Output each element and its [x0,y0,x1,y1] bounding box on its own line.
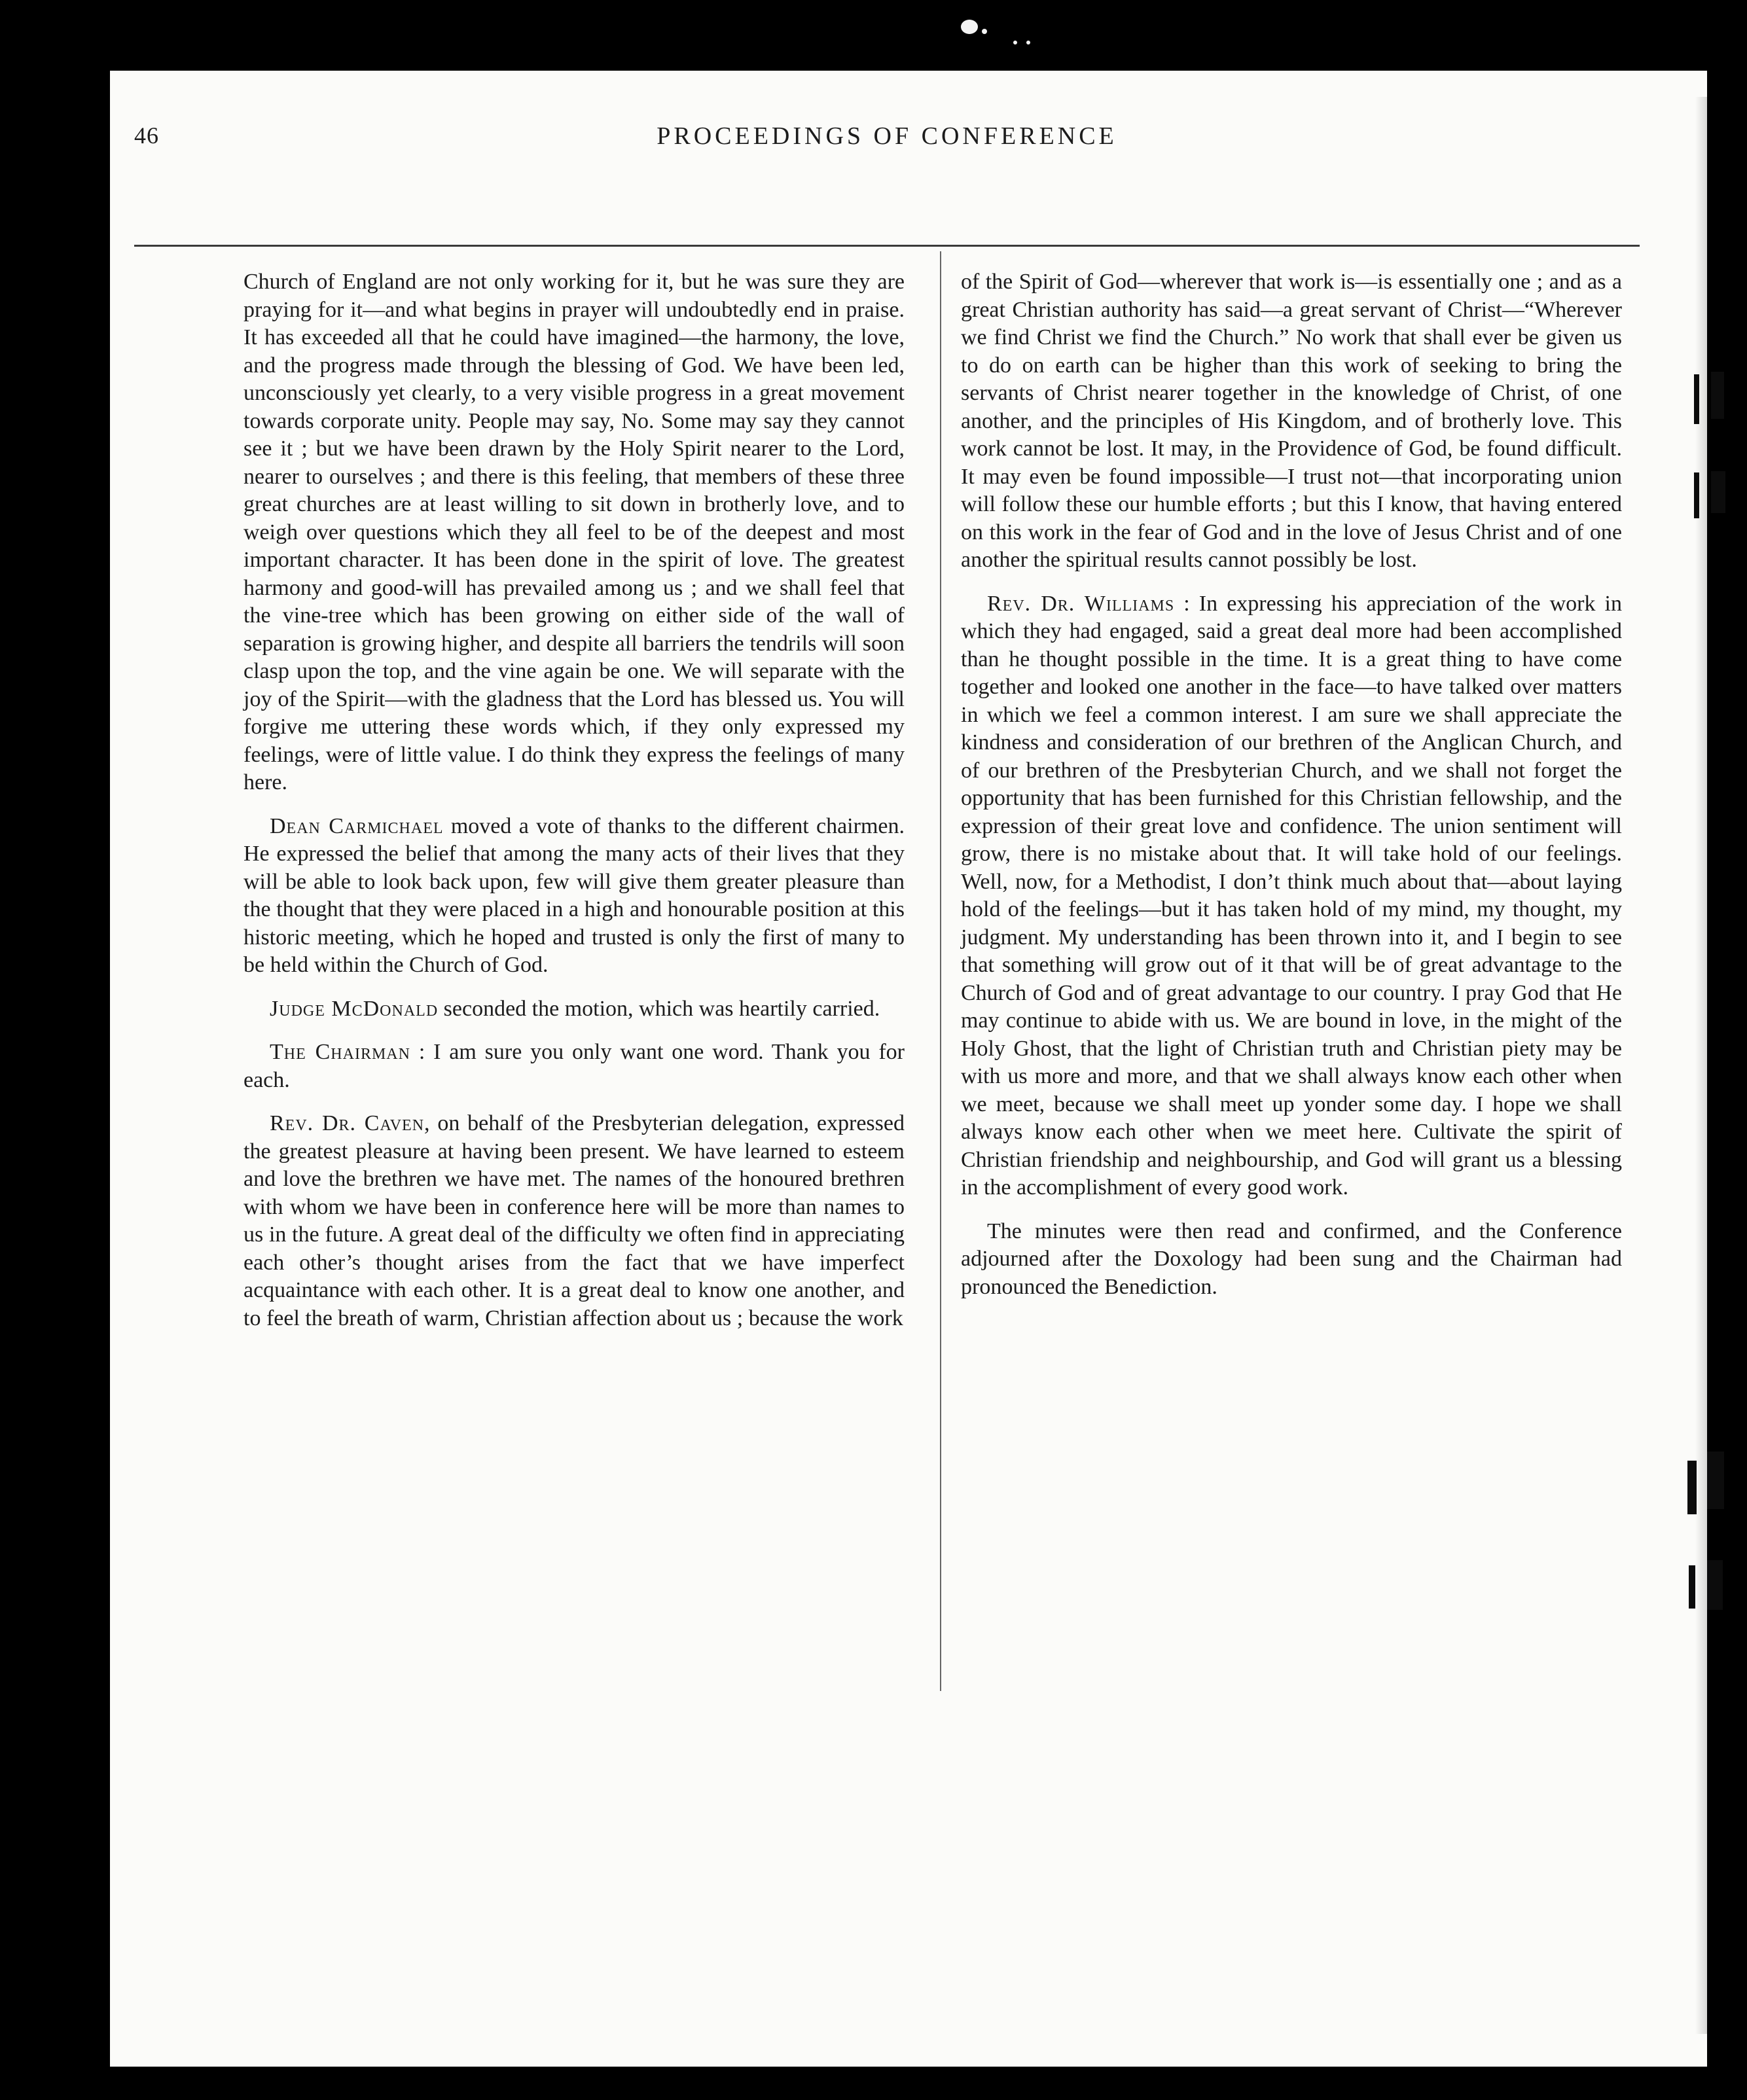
paragraph [243,1039,905,1094]
header-rule [134,245,1640,247]
paragraph-text: : In expressing his appreciation of the work in which they had engaged, said a great deal more had been accomplished than he thought possible in the time. It is a great thing to have come together and looked one another in the face—to have talked over matters in which we feel a common interest. I am sure we shall appreciate the kindness and consideration of our brethren of the Anglican Church, and of our brethren of the Presbyterian Church, and we shall not forget the opportunity that has been furnished for this Christian fellowship, and the expression of their great love and confidence. The union sentiment will grow, there is no mistake about that. It will take hold of our feelings. Well, now, for a Methodist, I don’t think much about that—about laying hold of the feelings—but it has taken hold of my mind, my thought, my judgment. My understanding has been thrown into it, and I begin to see that something will grow out of it that will be of great advantage to the Church of God and of great advantage to our country. I pray God that He may continue to abide with us. We are bound in love, in the might of the Holy Ghost, that the light of Christian truth and Christian piety may be with us more and more, and that we shall always know each other when we meet, because we shall meet up yonder some day. I hope we shall always know each other when we meet here. Cultivate the spirit of Christian friendship and neighbourship, and God will grant us a blessing in the accomplishment of every good work. [961,591,1622,1200]
scan-speck [1026,41,1030,44]
paragraph: of the Spirit of God—wherever that work is—is essentially one ; and as a great Christian authority has said—a great servant of Christ—“Wherever we find Christ we find the Church.” No work that shall ever be given us to do on earth can be higher than this work of seeking to bring the servants of Christ nearer together in the knowledge of Christ, of one another, and the principles of His Kingdom, and of brotherly love. This work cannot be lost. It may, in the Providence of God, be found difficult. It may even be found impossible—I trust not—that incorporating union will follow these our humble efforts ; but this I know, that having entered on this work in the fear of God and in the love of Jesus Christ and of one another the spiritual results cannot possibly be lost. [961,270,1622,572]
edge-mark [1694,374,1699,424]
speaker-name: Rev. Dr. Caven [270,1111,425,1135]
speaker-name: The Chairman [270,1040,410,1064]
paragraph-text: , on behalf of the Presbyterian delegation, expressed the greatest pleasure at having been present. We have learned to esteem and love the brethren we have met. The names of the honoured brethren with whom we have been in conference here will be more than names to us in the future. A great deal of the difficulty we often find in appreciating each other’s thought arises from the fact that we have imperfect acquaintance with each other. It is a great deal to know one another, and to feel the breath of warm, Christian affection about us ; because the work [243,1111,905,1330]
paragraph [243,995,905,1023]
column-divider [940,251,941,1691]
paragraph [243,1110,905,1332]
scan-speck [961,20,978,34]
edge-mark [1707,1560,1723,1610]
paragraph-text: : I am sure you only want one word. Thank you for each. [243,1040,905,1092]
paragraph: Church of England are not only working for it, but he was sure they are praying for it—and what begins in prayer will undoubtedly end in praise. It has exceeded all that he could have imagined—the harmony, the love, and the progress made through the blessing of God. We have been led, unconsciously yet clearly, to a very visible progress in a great movement towards corporate unity. People may say, No. Some may say they cannot see it ; but we have been drawn by the Holy Spirit nearer to the Lord, nearer to ourselves ; and there is this feeling, that members of these three great churches are at least willing to sit down in brotherly love, and to weigh over questions which they all feel to be of the deepest and most important character. It has been done in the spirit of love. The greatest harmony and good-will has prevailed among us ; and we shall feel that the vine-tree which has been growing on either side of the wall of separation is growing higher, and despite all barriers the tendrils will soon clasp upon the top, and the vine again be one. We will separate with the joy of the Spirit—with the gladness that the Lord has blessed us. You will forgive me uttering these words which, if they only expressed my feelings, were of little value. I do think they express the feelings of many here. [243,270,905,794]
running-head: PROCEEDINGS OF CONFERENCE [657,122,1117,150]
scan-speck [982,29,987,34]
speaker-name: Rev. Dr. Williams [987,591,1175,616]
paragraph-text: moved a vote of thanks to the different chairmen. He expressed the belief that among the many acts of their lives that they will be able to look back upon, few will give them greater pleasure than the thought that they were placed in a high and honourable position at this historic meeting, which he hoped and trusted is only the first of many to be held within the Church of God. [243,813,905,977]
edge-mark [1687,1461,1697,1514]
page-number: 46 [134,122,159,149]
edge-mark [1689,1565,1695,1609]
scan-speck [1013,41,1017,44]
edge-mark [1694,472,1699,518]
edge-mark [1711,471,1725,513]
paragraph [961,590,1622,1202]
right-column [961,268,1622,1317]
edge-mark [1707,1451,1724,1509]
left-column [243,268,905,1348]
paragraph-text: seconded the motion, which was heartily carried. [438,996,880,1021]
page-header [134,122,1640,161]
speaker-name: Judge McDonald [270,996,439,1021]
speaker-name: Dean Carmichael [270,813,444,838]
paragraph: The minutes were then read and confirmed, and the Conference adjourned after the Doxology had been sung and the Chairman had pronounced the Benediction. [961,1219,1622,1299]
paragraph [243,813,905,980]
edge-mark [1711,372,1724,419]
